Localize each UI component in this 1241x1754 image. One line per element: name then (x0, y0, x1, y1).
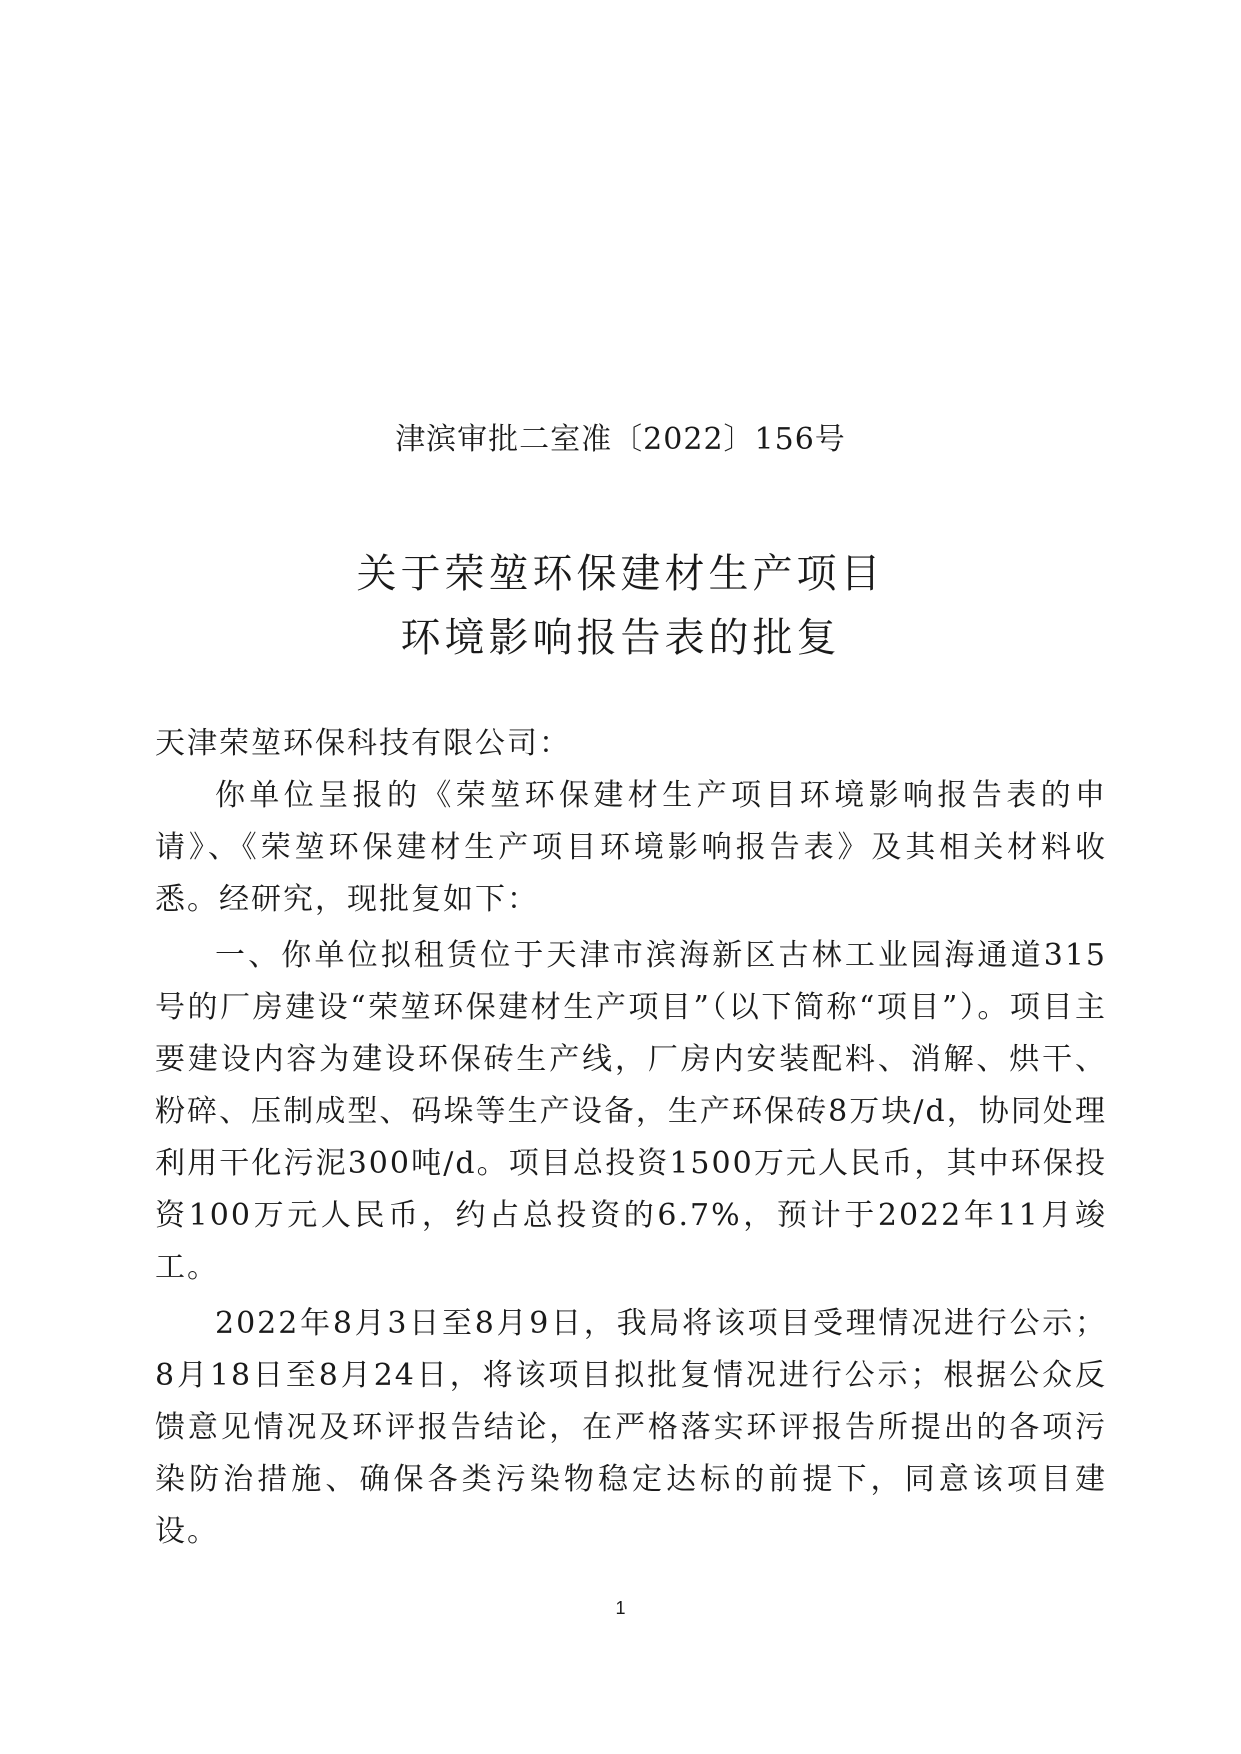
document-number: 津滨审批二室准〔2022〕156号 (395, 422, 846, 457)
paragraph-receipt: 你单位呈报的《荣堃环保建材生产项目环境影响报告表的申请》、《荣堃环保建材生产项目环境影响报告表》及其相关材料收悉。经研究，现批复如下： (155, 778, 1107, 917)
title-line-2: 环境影响报告表的批复 (400, 615, 841, 661)
document-title (0, 542, 1241, 670)
document-body (155, 718, 1107, 1558)
title-line-1: 关于荣堃环保建材生产项目 (356, 551, 885, 597)
paragraph-public-notice: 2022年8月3日至8月9日，我局将该项目受理情况进行公示；8月18日至8月24日，将该项目拟批复情况进行公示；根据公众反馈意见情况及环评报告结论，在严格落实环评报告所提出的各项污染防治措施、确保各类污染物稳定达标的前提下，同意该项目建设。 (155, 1306, 1107, 1549)
addressee: 天津荣堃环保科技有限公司： (155, 726, 571, 761)
page-number: 1 (615, 1598, 626, 1618)
paragraph-project-description: 一、你单位拟租赁位于天津市滨海新区古林工业园海通道315号的厂房建设“荣堃环保建材生产项目”（以下简称“项目”）。项目主要建设内容为建设环保砖生产线，厂房内安装配料、消解、烘干、粉碎、压制成型、码垛等生产设备，生产环保砖8万块/d，协同处理利用干化污泥300吨/d。项目总投资1500万元人民币，其中环保投资100万元人民币，约占总投资的6.7%，预计于2022年11月竣工。 (155, 938, 1107, 1285)
